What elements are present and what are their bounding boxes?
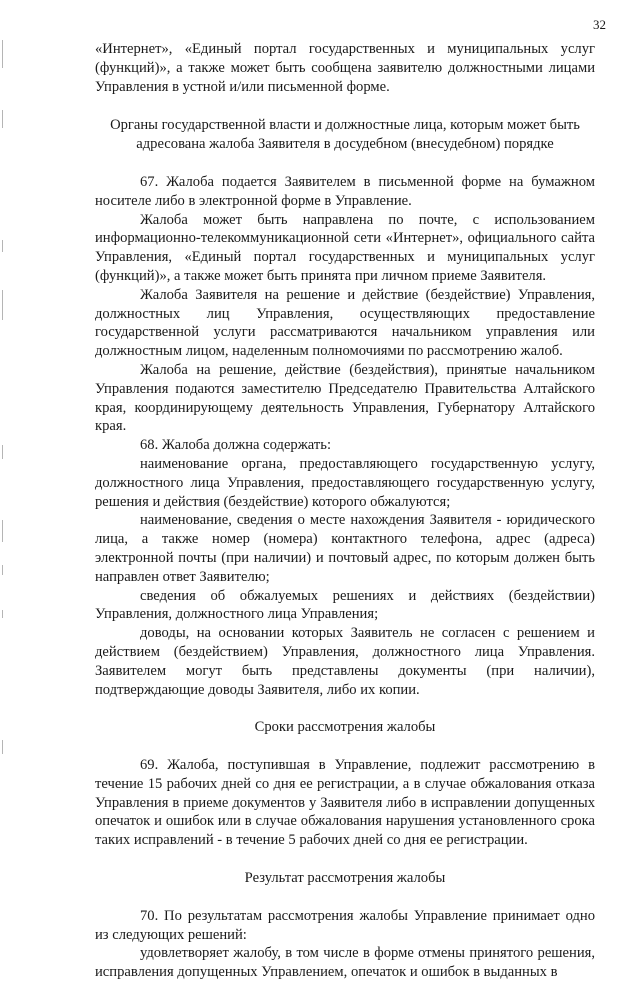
list-item-applicant-details: наименование, сведения о месте нахождения Заявителя - юридического лица, а также номер (номера) контактного телефона, адрес (адреса) электронной почты (при наличии) и почтовый адрес, по которым должен быть направлен ответ Заявителю; <box>95 512 595 585</box>
list-item-satisfy-complaint: удовлетворяет жалобу, в том числе в форме отмены принятого решения, исправления допущенных Управлением, опечаток и ошибок в выданных в <box>95 945 595 981</box>
binding-edge-marks <box>0 0 6 905</box>
list-item-arguments: доводы, на основании которых Заявитель не согласен с решением и действием (бездействием) Управления, должностного лица Управления. Заявителем могут быть представлены документы (при наличии), подтверждающие доводы Заявителя, либо их копии. <box>95 625 595 698</box>
document-body <box>95 40 595 982</box>
paragraph-70: 70. По результатам рассмотрения жалобы Управление принимает одно из следующих решений: <box>95 907 595 943</box>
paragraph-69: 69. Жалоба, поступившая в Управление, подлежит рассмотрению в течение 15 рабочих дней со дня ее регистрации, а в случае обжалования отказа Управления в приеме документов у Заявителя либо в исправлении допущенных опечаток и ошибок или в случае обжалования нарушения установленного срока таких исправлений - в течение 5 рабочих дней со дня ее регистрации. <box>95 757 595 849</box>
page-number: 32 <box>593 17 606 32</box>
section-heading-review-terms: Сроки рассмотрения жалобы <box>254 719 436 736</box>
list-item-authority-name: наименование органа, предоставляющего государственную услугу, должностного лица Управления, предоставляющего государственную услугу, решения и действия (бездействие) которого обжалуются; <box>95 455 595 510</box>
paragraph-68: 68. Жалоба должна содержать: <box>140 437 331 454</box>
list-item-appealed-decisions: сведения об обжалуемых решениях и действиях (бездействии) Управления, должностного лица Управления; <box>95 587 595 623</box>
section-heading-review-result: Результат рассмотрения жалобы <box>244 870 446 887</box>
paragraph-complaint-review: Жалоба Заявителя на решение и действие (бездействие) Управления, должностных лиц Управления, осуществляющих предоставление государственной услуги рассматриваются начальником управления или должностным лицом, наделенным полномочиями по рассмотрению жалоб. <box>95 286 595 360</box>
section-heading-authorities: Органы государственной власти и должностные лица, которым может быть адресована жалоба Заявителя в досудебном (внесудебном) порядке <box>110 117 580 153</box>
paragraph-complaint-channels: Жалоба может быть направлена по почте, с использованием информационно-телекоммуникационной сети «Интернет», официального сайта Управления, «Единый портал государственных и муниципальных услуг (функций)», а также может быть принята при личном приеме Заявителя. <box>95 211 595 284</box>
paragraph-67: 67. Жалоба подается Заявителем в письменной форме на бумажном носителе либо в электронной форме в Управление. <box>95 173 595 209</box>
paragraph-continuation: «Интернет», «Единый портал государственных и муниципальных услуг (функций)», а также может быть сообщена заявителю должностными лицами Управления в устной и/или письменной форме. <box>95 41 595 95</box>
paragraph-complaint-escalation: Жалоба на решение, действие (бездействия), принятые начальником Управления подаются заместителю Председателю Правительства Алтайского края, координирующему деятельность Управления, Губернатору Алтайского края. <box>95 361 595 435</box>
